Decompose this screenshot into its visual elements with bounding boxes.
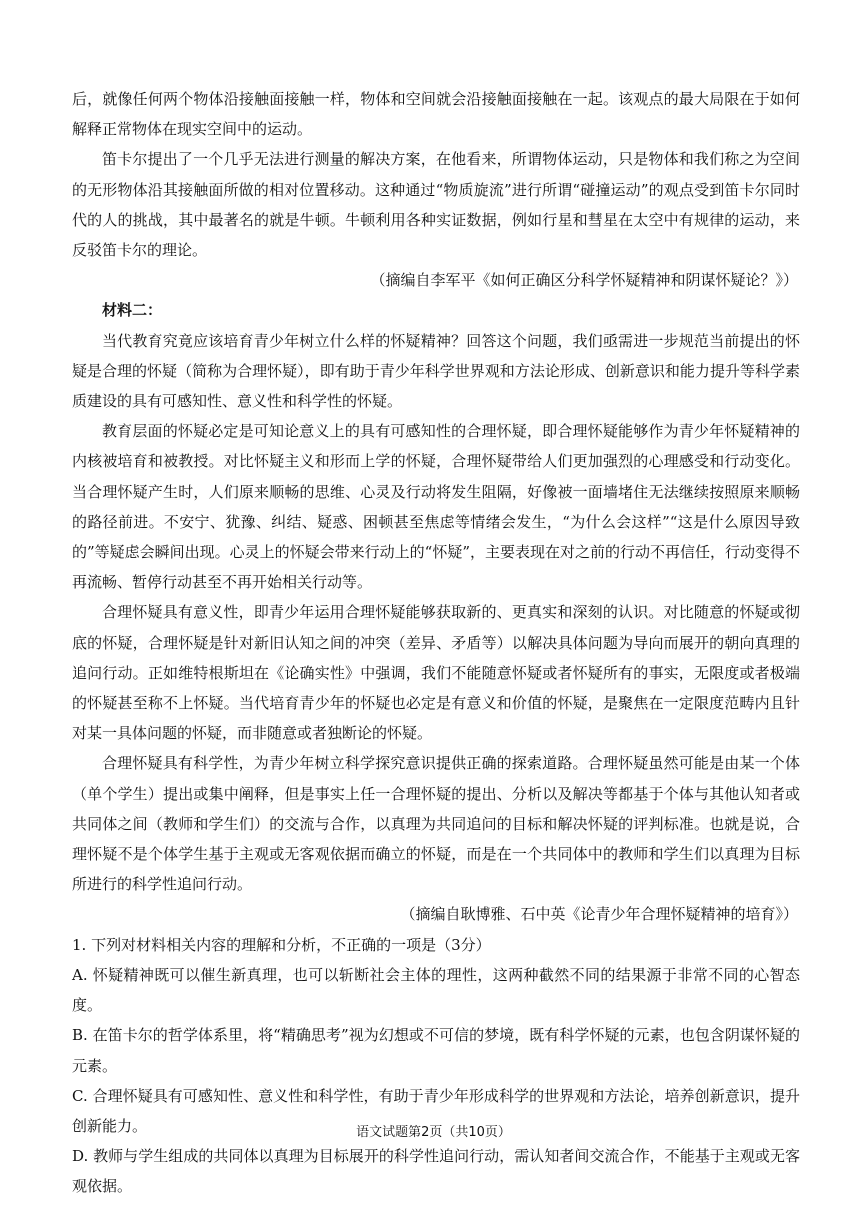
question-stem: 1. 下列对材料相关内容的理解和分析，不正确的一项是（3分） (72, 935, 491, 954)
option-a: A. 怀疑精神既可以催生新真理，也可以斩断社会主体的理性，这两种截然不同的结果源于非常不同的心智态度。 (72, 965, 800, 1015)
page-footer: 语文试题第2页（共10页） (356, 1125, 511, 1140)
paragraph-scientificity: 合理怀疑具有科学性，为青少年树立科学探究意识提供正确的探索道路。合理怀疑虽然可能是由某一个体（单个学生）提出或集中阐释，但是事实上任一合理怀疑的提出、分析以及解决等都基于个体与其他认知者或共同体之间（教师和学生们）的交流与合作，以真理为共同追问的目标和解决怀疑的评判标准。也就是说，合理怀疑不是个体学生基于主观或无客观依据而确立的怀疑，而是在一个共同体中的教师和学生们以真理为目标所进行的科学性追问行动。 (72, 754, 800, 894)
paragraph-meaningfulness: 合理怀疑具有意义性，即青少年运用合理怀疑能够获取新的、更真实和深刻的认识。对比随意的怀疑或彻底的怀疑，合理怀疑是针对新旧认知之间的冲突（差异、矛盾等）以解决具体问题为导向而展开的朝向真理的追问行动。正如维特根斯坦在《论确实性》中强调，我们不能随意怀疑或者怀疑所有的事实，无限度或者极端的怀疑甚至称不上怀疑。当代培育青少年的怀疑也必定是有意义和价值的怀疑，是聚焦在一定限度范畴内且针对某一具体问题的怀疑，而非随意或者独断论的怀疑。 (72, 603, 800, 743)
material-two-heading: 材料二： (102, 301, 163, 320)
paragraph-perceptibility: 教育层面的怀疑必定是可知论意义上的具有可感知性的合理怀疑，即合理怀疑能够作为青少年怀疑精神的内核被培育和被教授。对比怀疑主义和形而上学的怀疑，合理怀疑带给人们更加强烈的心理感受和行动变化。当合理怀疑产生时，人们原来顺畅的思维、心灵及行动将发生阻隔，好像被一面墙堵住无法继续按照原来顺畅的路径前进。不安宁、犹豫、纠结、疑惑、困顿甚至焦虑等情绪会发生，“为什么会这样”“这是什么原因导致的”等疑虑会瞬间出现。心灵上的怀疑会带来行动上的“怀疑”，主要表现在对之前的行动不再信任，行动变得不再流畅、暂停行动甚至不再开始相关行动等。 (72, 422, 801, 592)
source-citation-2: （摘编自耿博雅、石中英《论青少年合理怀疑精神的培育》） (400, 905, 798, 924)
option-c: C. 合理怀疑具有可感知性、意义性和科学性，有助于青少年形成科学的世界观和方法论，培养创新意识，提升创新能力。 (72, 1086, 800, 1135)
paragraph-continued: 后，就像任何两个物体沿接触面接触一样，物体和空间就会沿接触面接触在一起。该观点的最大局限在于如何解释正常物体在现实空间中的运动。 (72, 90, 800, 139)
question-1 (72, 930, 800, 1202)
option-b: B. 在笛卡尔的哲学体系里，将“精确思考”视为幻想或不可信的梦境，既有科学怀疑的元素，也包含阴谋怀疑的元素。 (72, 1026, 800, 1075)
option-d: D. 教师与学生组成的共同体以真理为目标展开的科学性追问行动，需认知者间交流合作，不能基于主观或无客观依据。 (72, 1147, 800, 1196)
paragraph-education-question: 当代教育究竟应该培育青少年树立什么样的怀疑精神？回答这个问题，我们亟需进一步规范当前提出的怀疑是合理的怀疑（简称为合理怀疑），即有助于青少年科学世界观和方法论形成、创新意识和能力提升等科学素质建设的具有可感知性、意义性和科学性的怀疑。 (72, 331, 800, 411)
source-citation-1: （摘编自李军平《如何正确区分科学怀疑精神和阴谋怀疑论？》） (370, 271, 798, 290)
paragraph-descartes: 笛卡尔提出了一个几乎无法进行测量的解决方案，在他看来，所谓物体运动，只是物体和我们称之为空间的无形物体沿其接触面所做的相对位置移动。这种通过“物质旋流”进行所谓“碰撞运动”的观点受到笛卡尔同时代的人的挑战，其中最著名的就是牛顿。牛顿利用各种实证数据，例如行星和彗星在太空中有规律的运动，来反驳笛卡尔的理论。 (72, 150, 800, 260)
exam-page-content (72, 84, 800, 1202)
